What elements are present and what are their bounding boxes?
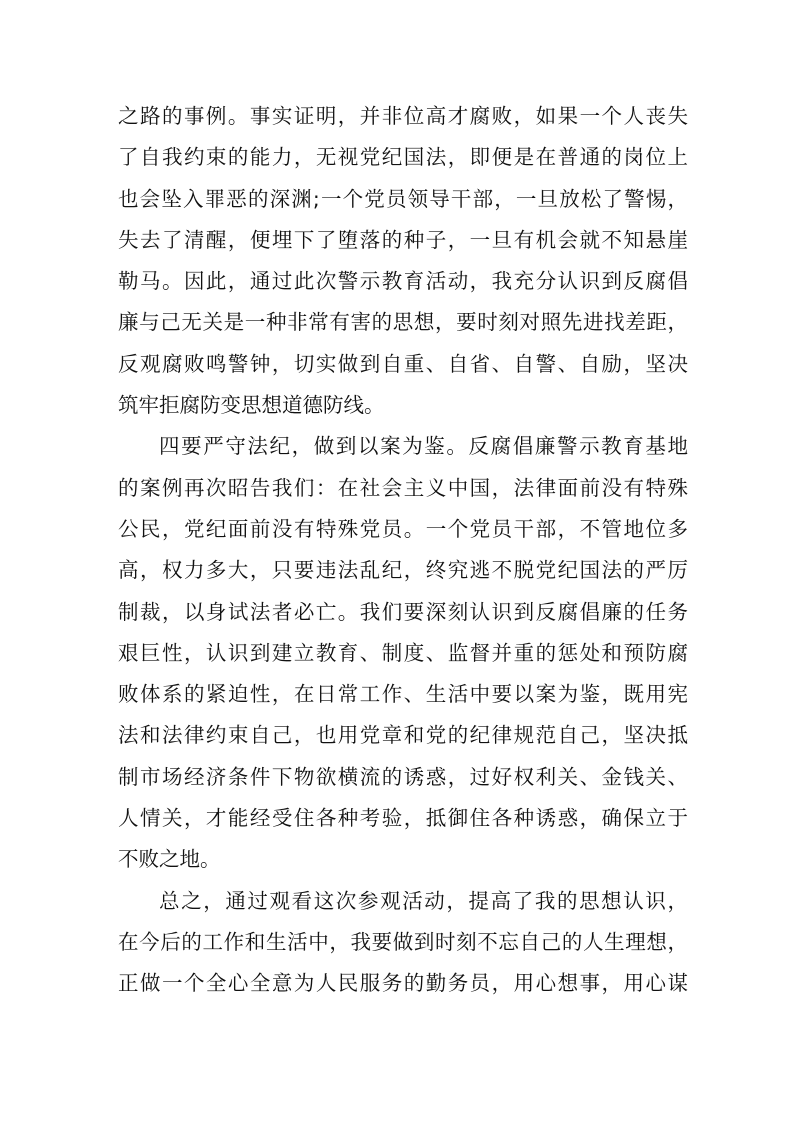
text-line: 廉与己无关是一种非常有害的思想，要时刻对照先进找差距， bbox=[118, 310, 688, 335]
text-line: 了自我约束的能力，无视党纪国法，即便是在普通的岗位上 bbox=[118, 145, 688, 170]
paragraph-first-line: 四要严守法纪，做到以案为鉴。反腐倡廉警示教育基地 bbox=[159, 434, 688, 459]
text-line: 制市场经济条件下物欲横流的诱惑，过好权利关、金钱关、 bbox=[118, 764, 688, 789]
document-body-text bbox=[118, 96, 688, 1005]
text-line: 法和法律约束自己，也用党章和党的纪律规范自己，坚决抵 bbox=[118, 723, 688, 748]
text-line: 反观腐败鸣警钟，切实做到自重、自省、自警、自励，坚决 bbox=[118, 351, 688, 376]
paragraph-first-line: 总之，通过观看这次参观活动，提高了我的思想认识， bbox=[159, 888, 688, 913]
text-line: 的案例再次昭告我们：在社会主义中国，法律面前没有特殊 bbox=[118, 475, 688, 500]
text-line: 筑牢拒腐防变思想道德防线。 bbox=[118, 393, 385, 418]
text-line: 高，权力多大，只要违法乱纪，终究逃不脱党纪国法的严厉 bbox=[118, 558, 688, 583]
text-line: 也会坠入罪恶的深渊;一个党员领导干部，一旦放松了警惕， bbox=[118, 186, 688, 211]
text-line: 在今后的工作和生活中，我要做到时刻不忘自己的人生理想， bbox=[118, 929, 688, 954]
text-line: 勒马。因此，通过此次警示教育活动，我充分认识到反腐倡 bbox=[118, 269, 688, 294]
text-line: 败体系的紧迫性，在日常工作、生活中要以案为鉴，既用宪 bbox=[118, 682, 688, 707]
text-line: 公民，党纪面前没有特殊党员。一个党员干部，不管地位多 bbox=[118, 516, 688, 541]
text-line: 之路的事例。事实证明，并非位高才腐败，如果一个人丧失 bbox=[118, 104, 688, 128]
text-line: 失去了清醒，便埋下了堕落的种子，一旦有机会就不知悬崖 bbox=[118, 227, 688, 252]
text-line: 不败之地。 bbox=[118, 847, 221, 872]
text-line: 人情关，才能经受住各种考验，抵御住各种诱惑，确保立于 bbox=[118, 806, 688, 831]
text-line: 制裁，以身试法者必亡。我们要深刻认识到反腐倡廉的任务 bbox=[118, 599, 688, 624]
text-line: 正做一个全心全意为人民服务的勤务员，用心想事，用心谋 bbox=[118, 971, 688, 996]
text-line: 艰巨性，认识到建立教育、制度、监督并重的惩处和预防腐 bbox=[118, 640, 688, 665]
